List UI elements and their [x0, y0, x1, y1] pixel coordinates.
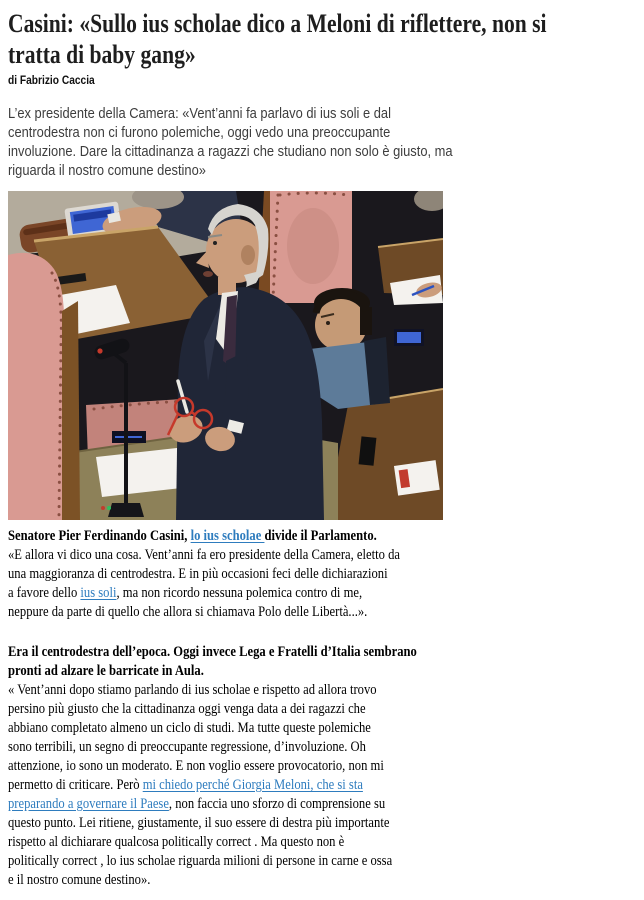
article-paragraph [8, 527, 596, 622]
inline-link[interactable]: mi chiedo perché Giorgia Meloni, che si sta preparando a governare il Paese [8, 777, 363, 812]
inline-link[interactable]: ius soli [80, 585, 117, 601]
text-segment: , non faccia uno sforzo di comprensione su questo punto. Lei ritiene, giustamente, il suo essere di destra più importante rispetto al dichiarare qualcosa politically correct . Ma questo non è politically correct , lo ius scholae riguarda milioni di persone in carne e ossa e il nostro comune destino». [8, 796, 393, 888]
article-paragraph [8, 643, 596, 890]
article-headline: Casini: «Sullo ius scholae dico a Meloni di riflettere, non si tratta di baby gang» [8, 9, 547, 69]
text-segment: , ma non ricordo nessuna polemica contro di me, neppure da parte di quello che allora si chiamava Polo delle Libertà...». [8, 585, 368, 620]
text-segment: divide il Parlamento. [264, 528, 377, 544]
text-segment: « Vent’anni dopo stiamo parlando di ius scholae e rispetto ad allora trovo persino più giusto che la cittadinanza oggi venga data a dei ragazzi che abbiano completato almeno un ciclo di studi. Ma tutte queste polemiche sono terribili, un segno di preoccupante regressione, d’involuzione. Oh attenzione, io sono un moderato. E non voglio essere provocatorio, non mi permetto di criticare. Però [8, 682, 384, 793]
text-segment: Era il centrodestra dell’epoca. Oggi invece Lega e Fratelli d’Italia sembrano pronti ad alzare le barricate in Aula. [8, 644, 417, 679]
text-segment: Senatore Pier Ferdinando Casini, [8, 528, 191, 544]
senate-photo-illustration [8, 191, 443, 520]
inline-link[interactable]: lo ius scholae [190, 528, 265, 544]
text-segment: «E allora vi dico una cosa. Vent’anni fa ero presidente della Camera, eletto da una maggioranza di centrodestra. E in più occasioni feci delle dichiarazioni a favore dello [8, 547, 400, 601]
article-photo [8, 191, 443, 520]
article-byline: di Fabrizio Caccia [8, 73, 95, 87]
article-page [0, 8, 644, 900]
article-lede: L’ex presidente della Camera: «Vent’anni fa parlavo di ius soli e dal centrodestra non ci furono polemiche, oggi vedo una preoccupante involuzione. Dare la cittadinanza a ragazzi che studiano non solo è giusto, ma riguarda il nostro comune destino» [8, 105, 453, 179]
